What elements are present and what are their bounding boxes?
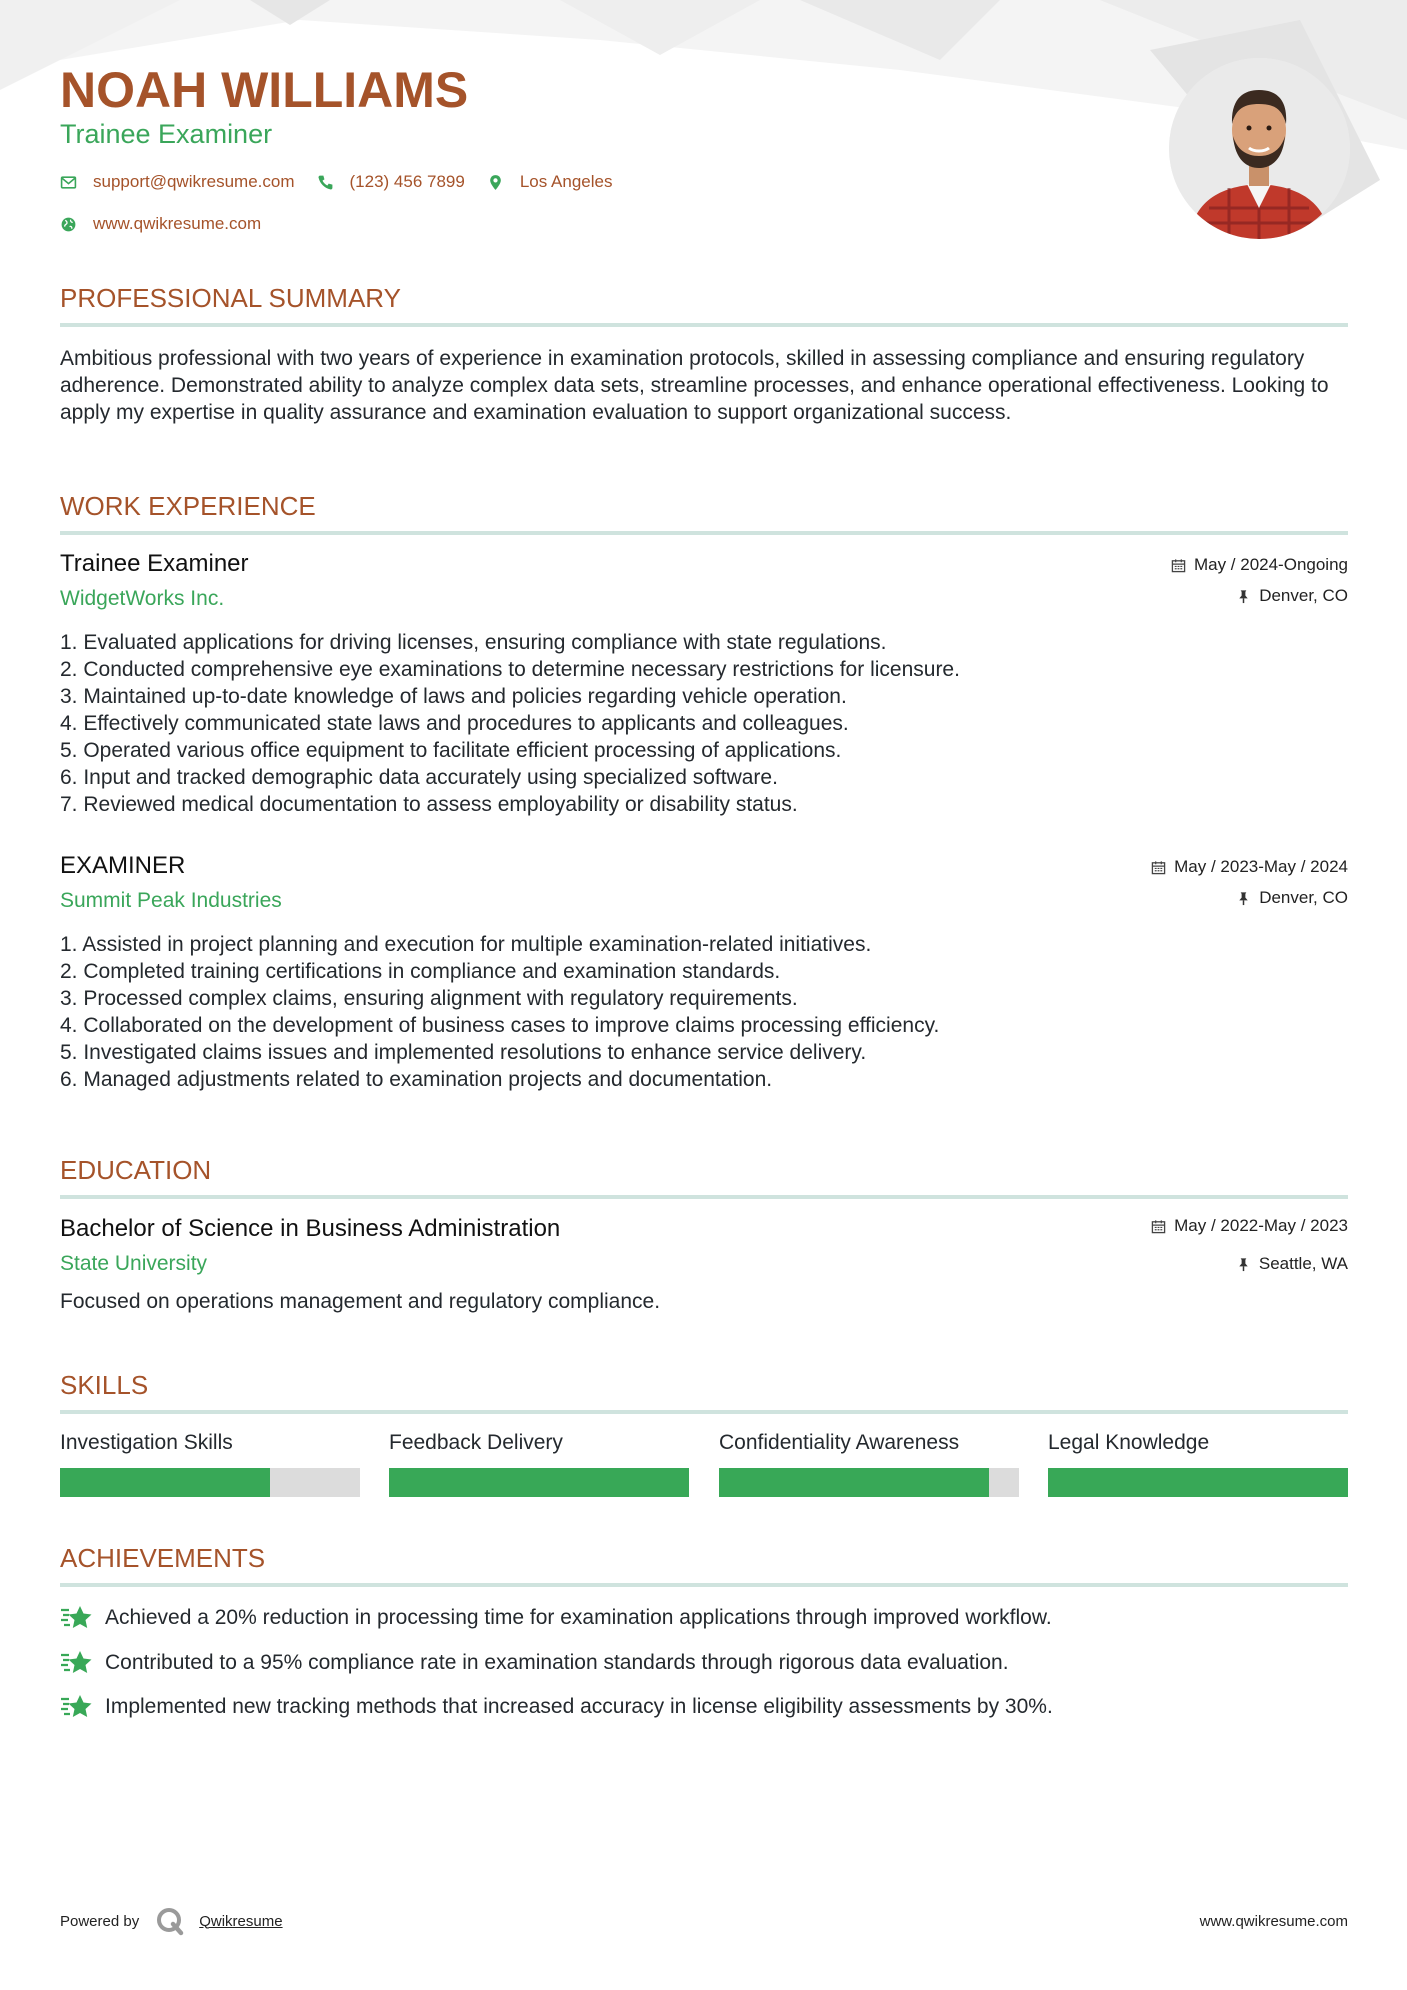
job-date xyxy=(1151,857,1348,877)
contact-row-website xyxy=(60,214,283,234)
calendar-icon xyxy=(1151,860,1166,875)
contact-website[interactable] xyxy=(60,214,261,234)
education-location-text: Seattle, WA xyxy=(1258,1254,1348,1273)
powered-by-label: Powered by xyxy=(60,1912,140,1930)
education-entry xyxy=(60,1214,1348,1324)
section-divider xyxy=(60,1583,1348,1587)
job-bullet: 4. Collaborated on the development of business cases to improve claims processing efficiency. xyxy=(60,1014,940,1037)
skill-item xyxy=(389,1430,689,1456)
achievement-item xyxy=(60,1641,1348,1686)
phone-icon xyxy=(317,174,334,191)
map-pin-icon xyxy=(487,174,504,191)
job-bullet: 1. Evaluated applications for driving licenses, ensuring compliance with state regulations. xyxy=(60,631,887,654)
job-date-text: May / 2024-Ongoing xyxy=(1193,555,1348,574)
star-badge-icon xyxy=(60,1692,94,1722)
job-bullet: 6. Input and tracked demographic data accurately using specialized software. xyxy=(60,766,778,789)
calendar-icon xyxy=(1151,1219,1166,1234)
job-date-text: May / 2023-May / 2024 xyxy=(1174,857,1348,876)
achievement-item xyxy=(60,1685,1348,1730)
contact-phone[interactable] xyxy=(317,172,465,192)
star-badge-icon xyxy=(60,1603,94,1633)
job-title: Trainee Examiner xyxy=(60,550,249,577)
email-text: support@qwikresume.com xyxy=(93,172,295,191)
summary-heading: PROFESSIONAL SUMMARY xyxy=(60,283,401,313)
job-bullet: 3. Maintained up-to-date knowledge of laws and policies regarding vehicle operation. xyxy=(60,685,847,708)
job-location-text: Denver, CO xyxy=(1259,888,1348,907)
job-location xyxy=(1236,586,1348,606)
summary-section xyxy=(60,282,1348,426)
star-badge-icon xyxy=(60,1648,94,1678)
skill-bar-fill xyxy=(389,1468,689,1497)
education-location xyxy=(1236,1254,1348,1274)
experience-section xyxy=(60,490,1348,535)
qwikresume-link[interactable]: Qwikresume xyxy=(199,1912,283,1930)
section-divider xyxy=(60,1195,1348,1199)
job-company: Summit Peak Industries xyxy=(60,889,282,912)
skill-bar-fill xyxy=(60,1468,270,1497)
section-divider xyxy=(60,1410,1348,1414)
skill-name: Confidentiality Awareness xyxy=(719,1431,960,1454)
skill-bar xyxy=(389,1468,689,1497)
contact-location xyxy=(487,172,613,192)
skill-name: Feedback Delivery xyxy=(389,1431,563,1454)
job-bullet: 5. Investigated claims issues and implemented resolutions to enhance service delivery. xyxy=(60,1041,867,1064)
envelope-icon xyxy=(60,174,77,191)
pushpin-icon xyxy=(1236,891,1251,906)
skill-bar xyxy=(719,1468,1019,1497)
qwikresume-logo-icon xyxy=(155,1906,185,1936)
profile-photo xyxy=(1169,58,1350,239)
summary-text: Ambitious professional with two years of experience in examination protocols, skilled in assessing compliance and ensuring regulatory adherence. Demonstrated ability to analyze complex data sets, streamline processes, and enhance operational effectiveness. Looking to apply my expertise in quality assurance and examination evaluation to support organizational success. xyxy=(60,347,1329,424)
job-bullet: 2. Conducted comprehensive eye examinations to determine necessary restrictions for licensure. xyxy=(60,658,960,681)
pushpin-icon xyxy=(1236,589,1251,604)
skill-item xyxy=(1048,1430,1348,1456)
education-date xyxy=(1151,1216,1348,1236)
job-bullet: 4. Effectively communicated state laws and procedures to applicants and colleagues. xyxy=(60,712,849,735)
achievement-text: Contributed to a 95% compliance rate in examination standards through rigorous data evaluation. xyxy=(105,1650,1009,1674)
phone-text: (123) 456 7899 xyxy=(349,172,465,191)
job-location-text: Denver, CO xyxy=(1259,586,1348,605)
job-bullet: 5. Operated various office equipment to facilitate efficient processing of applications. xyxy=(60,739,842,762)
job-entry xyxy=(60,549,1348,819)
location-text: Los Angeles xyxy=(519,172,613,191)
contact-row xyxy=(60,172,634,192)
achievements-heading: ACHIEVEMENTS xyxy=(60,1543,266,1573)
education-description: Focused on operations management and regulatory compliance. xyxy=(60,1290,661,1313)
achievement-text: Achieved a 20% reduction in processing time for examination applications through improved workflow. xyxy=(105,1606,1052,1630)
avatar-illustration xyxy=(1169,58,1350,239)
achievements-section xyxy=(60,1542,1348,1730)
skill-name: Investigation Skills xyxy=(60,1431,233,1454)
achievements-list xyxy=(60,1596,1348,1730)
job-bullets xyxy=(60,629,960,818)
skill-bar xyxy=(60,1468,360,1497)
education-date-text: May / 2022-May / 2023 xyxy=(1174,1216,1348,1235)
education-section xyxy=(60,1154,1348,1199)
globe-icon xyxy=(60,216,77,233)
job-location xyxy=(1236,888,1348,908)
achievement-text: Implemented new tracking methods that increased accuracy in license eligibility assessments by 30%. xyxy=(105,1695,1053,1719)
section-divider xyxy=(60,323,1348,327)
job-bullet: 7. Reviewed medical documentation to assess employability or disability status. xyxy=(60,793,798,816)
powered-by xyxy=(60,1906,283,1936)
skill-bar-fill xyxy=(1048,1468,1348,1497)
job-date xyxy=(1171,555,1348,575)
job-entry xyxy=(60,851,1348,1101)
section-divider xyxy=(60,531,1348,535)
school-name: State University xyxy=(60,1252,208,1275)
candidate-name: NOAH WILLIAMS xyxy=(60,62,469,118)
candidate-title: Trainee Examiner xyxy=(60,119,273,149)
experience-heading: WORK EXPERIENCE xyxy=(60,491,316,521)
job-bullet: 3. Processed complex claims, ensuring alignment with regulatory requirements. xyxy=(60,987,798,1010)
skills-list xyxy=(60,1430,1348,1500)
job-bullets xyxy=(60,931,939,1093)
skill-item xyxy=(719,1430,1019,1456)
skills-section xyxy=(60,1369,1348,1414)
skill-item xyxy=(60,1430,360,1456)
pushpin-icon xyxy=(1236,1257,1251,1272)
education-heading: EDUCATION xyxy=(60,1155,212,1185)
skill-name: Legal Knowledge xyxy=(1048,1431,1210,1454)
contact-email[interactable] xyxy=(60,172,295,192)
degree-title: Bachelor of Science in Business Administration xyxy=(60,1215,561,1242)
job-bullet: 2. Completed training certifications in compliance and examination standards. xyxy=(60,960,781,983)
footer xyxy=(60,1896,1348,1936)
footer-website[interactable]: www.qwikresume.com xyxy=(1199,1913,1348,1930)
job-bullet: 1. Assisted in project planning and execution for multiple examination-related initiatives. xyxy=(60,933,872,956)
job-bullet: 6. Managed adjustments related to examination projects and documentation. xyxy=(60,1068,773,1091)
skill-bar-fill xyxy=(719,1468,989,1497)
skills-heading: SKILLS xyxy=(60,1370,149,1400)
skill-bar xyxy=(1048,1468,1348,1497)
job-title: EXAMINER xyxy=(60,852,186,879)
website-text: www.qwikresume.com xyxy=(93,214,262,233)
calendar-icon xyxy=(1171,558,1186,573)
achievement-item xyxy=(60,1596,1348,1641)
job-company: WidgetWorks Inc. xyxy=(60,587,225,610)
